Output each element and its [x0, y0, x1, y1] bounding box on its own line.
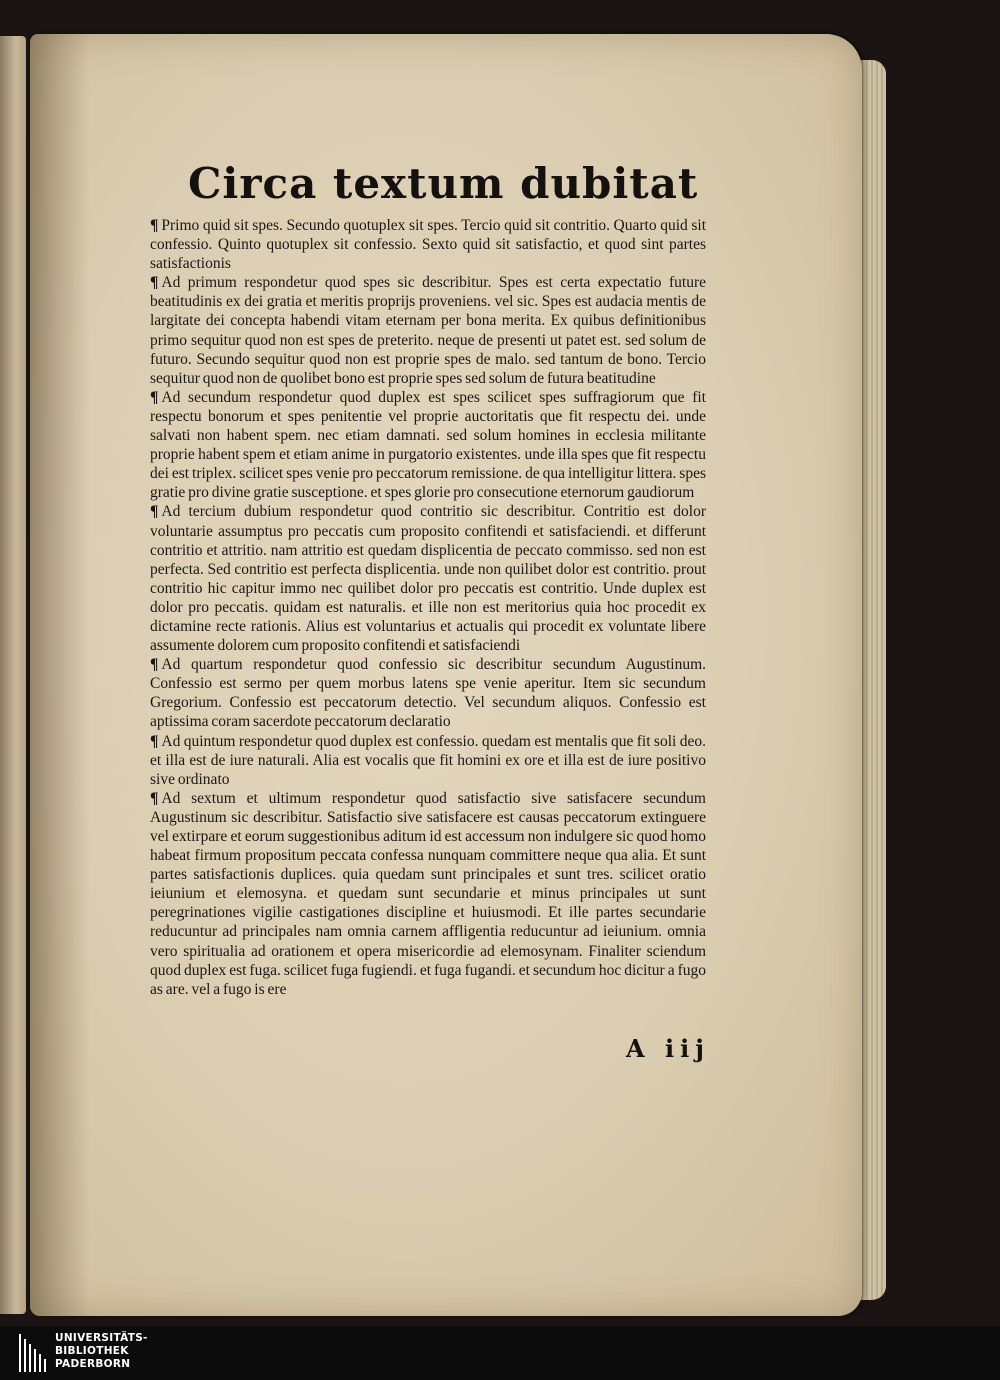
paragraph-text: Ad quartum respondetur quod confessio sic describitur secundum Augustinum. Confessio est sermo per quem morbus latens spe venie aperitur. Item sic secundum Gregorium. Confessio est peccatorum detectio. Vel secundum aliquos. Confessio est aptissima coram sacerdote peccatorum declaratio [150, 656, 706, 731]
logo-line: BIBLIOTHEK [55, 1345, 129, 1357]
paragraph-text: Ad sextum et ultimum respondetur quod satisfactio sive satisfacere secundum Augustinum sic describitur. Satisfactio sive satisfacere est causas peccatorum extinguere vel extirpare et eorum suggestionibus aditum id est accessum non indulgere sic quod homo habeat firmum propositum peccata confessa nunquam committere neque qua alia. Et sunt partes satisfactionis duplices. quia quedam sunt principales et sunt tres. scilicet oratio ieiunium et elemosyna. et quedam sunt secundarie et minus principales ut sunt peregrinationes vigilie castigationes discipline et huiusmodi. Et ille partes secundarie reducuntur ad principales nam omnia carnem affligentia reducuntur ad ieiunium. omnia vero spiritualia ad orationem et opera misericordie ad elemosynam. Finaliter sciendum quod duplex est fuga. scilicet fuga fugiendi. et fuga fugandi. et secundum hoc dicitur a fugo as are. vel a fugo is ere [150, 789, 706, 998]
pilcrow-icon: ¶ [150, 732, 159, 750]
paragraph-text: Primo quid sit spes. Secundo quotuplex sit spes. Tercio quid sit contritio. Quarto quid sit confessio. Quinto quotuplex sit confessio. Sexto quid sit satisfactio, et quod sint partes satisfactionis [150, 217, 706, 273]
library-logo-icon [18, 1333, 48, 1373]
paragraph-text: Ad secundum respondetur quod duplex est spes scilicet spes suffragiorum que fit respectu bonorum et spes penitentie vel proprie auctoritatis que fit respectu dei. unde salvati non habent spem. nec etiam damnati. sed solum homines in ecclesia militante proprie habent spem et etiam anime in purgatorio existentes. unde illa spes que fit respectu dei est triplex. scilicet spes venie pro peccatorum remissione. de qua intelligitur littera. spes gratie pro divine gratie susceptione. et spes glorie pro consecutione eternorum gaudiorum [150, 388, 706, 502]
gutter-shadow [30, 34, 90, 1316]
pilcrow-icon: ¶ [150, 388, 159, 406]
footer-bar [0, 1326, 1000, 1380]
paragraph-text: Ad primum respondetur quod spes sic describitur. Spes est certa expectatio future beatitudinis ex dei gratia et meritis proprijs proveniens. vel sic. Spes est audacia mentis de largitate dei concepta habendi vitam eternam per bona merita. Ex quibus definitionibus primo sequitur quod non est spes de preterito. neque de presenti ut patet est. sed solum de futuro. Secundo sequitur quod non est proprie spes de malo. sed tantum de bono. Tercio sequitur quod non de quolibet bono est proprie spes sed solum de futura beatitudine [150, 274, 706, 387]
paragraph-answer-2 [150, 388, 706, 503]
pilcrow-icon: ¶ [150, 656, 159, 674]
pilcrow-icon: ¶ [150, 274, 159, 292]
left-page-edge [0, 36, 26, 1314]
pilcrow-icon: ¶ [150, 217, 159, 234]
paragraph-answer-1 [150, 273, 706, 388]
text-block [150, 158, 706, 999]
paragraph-answer-3 [150, 502, 706, 655]
library-logo-text [55, 1332, 148, 1371]
paragraph-answer-6 [150, 789, 706, 999]
paragraph-answer-4 [150, 655, 706, 731]
pilcrow-icon: ¶ [150, 503, 159, 521]
paragraph-text: Ad quintum respondetur quod duplex est confessio. quedam est mentalis que fit soli deo. et illa est de iure naturali. Alia est vocalis que fit homini ex ore et illa est de iure positivo sive ordinato [150, 732, 706, 788]
logo-line: PADERBORN [55, 1358, 131, 1370]
paragraph-text: Ad tercium dubium respondetur quod contritio sic describitur. Contritio est dolor voluntarie assumptus pro peccatis cum proposito confitendi et satisfaciendi. et differunt contritio et attritio. nam attritio est quedam displicentia de peccato commisso. sed non est perfecta. Sed contritio est perfecta displicentia. unde non quilibet dolor est contritio. prout contritio hic capitur immo nec quilibet dolor pro peccatis est contritio. Unde duplex est dolor pro peccatis. quidam est naturalis. et ille non est meritorius quia hoc procedit ex dictamine recte rationis. Alius est voluntarius et actualis qui procedit ex voluntate libere assumente dolorem cum proposito confitendi et satisfaciendi [150, 503, 706, 655]
signature-mark: A iij [626, 1034, 710, 1063]
paragraph-questions [150, 216, 706, 273]
paragraph-answer-5 [150, 732, 706, 789]
logo-line: UNIVERSITÄTS- [55, 1332, 148, 1344]
pilcrow-icon: ¶ [150, 789, 159, 807]
page-heading: Circa textum dubitat [188, 159, 699, 208]
